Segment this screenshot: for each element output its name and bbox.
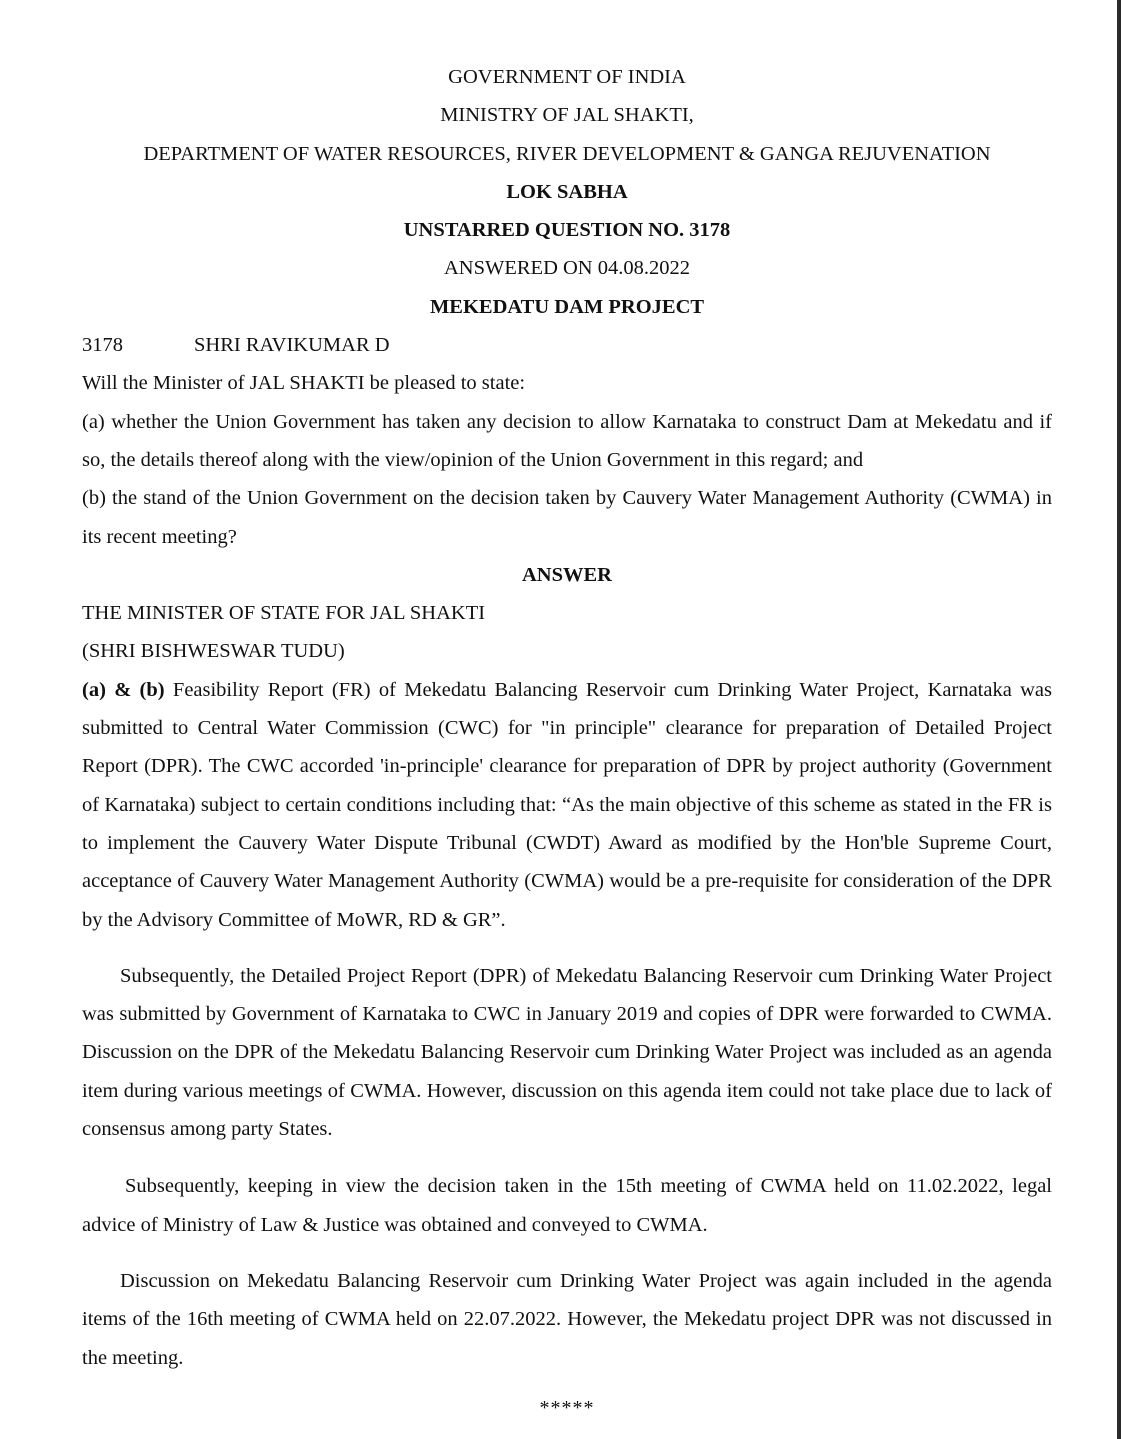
header-subject: MEKEDATU DAM PROJECT xyxy=(429,295,705,318)
header-department: DEPARTMENT OF WATER RESOURCES, RIVER DEVELOPMENT & GANGA REJUVENATION xyxy=(143,142,991,165)
header-ministry: MINISTRY OF JAL SHAKTI, xyxy=(440,104,694,127)
document-page xyxy=(82,58,1052,1420)
header-answered-date: ANSWERED ON 04.08.2022 xyxy=(444,257,690,280)
answer-parts-label: (a) & (b) xyxy=(82,678,165,701)
answer-paragraph-3: Subsequently, keeping in view the decision taken in the 15th meeting of CWMA held on 11.02.2022, legal advice of Ministry of Law & Justice was obtained and conveyed to CWMA. xyxy=(82,1175,1052,1236)
header-government: GOVERNMENT OF INDIA xyxy=(448,66,686,88)
minister-name: (SHRI BISHWESWAR TUDU) xyxy=(82,640,345,663)
answer-paragraph-1-text: Feasibility Report (FR) of Mekedatu Balancing Reservoir cum Drinking Water Project, Karnataka was submitted to Central Water Commission (CWC) for "in principle" clearance for preparation of Detailed Project Report (DPR). The CWC accorded 'in-principle' clearance for preparation of DPR by project authority (Government of Karnataka) subject to certain conditions including that: “As the main objective of this scheme as stated in the FR is to implement the Cauvery Water Dispute Tribunal (CWDT) Award as modified by the Hon'ble Supreme Court, acceptance of Cauvery Water Management Authority (CWMA) would be a pre-requisite for consideration of the DPR by the Advisory Committee of MoWR, RD & GR”. xyxy=(82,678,1052,931)
question-part-b: (b) the stand of the Union Government on the decision taken by Cauvery Water Management Authority (CWMA) in its recent meeting? xyxy=(82,487,1052,548)
question-part-a: (a) whether the Union Government has taken any decision to allow Karnataka to construct Dam at Mekedatu and if so, the details thereof along with the view/opinion of the Union Government in this regard; and xyxy=(82,410,1052,471)
header-house: LOK SABHA xyxy=(506,180,628,203)
question-member: SHRI RAVIKUMAR D xyxy=(194,334,390,357)
question-number: 3178 xyxy=(82,334,123,357)
answer-paragraph-1 xyxy=(82,671,1052,939)
answer-paragraph-2: Subsequently, the Detailed Project Report (DPR) of Mekedatu Balancing Reservoir cum Drinking Water Project was submitted by Government of Karnataka to CWC in January 2019 and copies of DPR were forwarded to CWMA. Discussion on the DPR of the Mekedatu Balancing Reservoir cum Drinking Water Project was included as an agenda item during various meetings of CWMA. However, discussion on this agenda item could not take place due to lack of consensus among party States. xyxy=(82,964,1052,1141)
answer-paragraph-4: Discussion on Mekedatu Balancing Reservoir cum Drinking Water Project was again included in the agenda items of the 16th meeting of CWMA held on 22.07.2022. However, the Mekedatu project DPR was not discussed in the meeting. xyxy=(82,1269,1052,1369)
question-intro: Will the Minister of JAL SHAKTI be pleased to state: xyxy=(82,372,526,395)
question-member-line xyxy=(82,326,1052,364)
minister-title: THE MINISTER OF STATE FOR JAL SHAKTI xyxy=(82,602,486,625)
header-question-number: UNSTARRED QUESTION NO. 3178 xyxy=(403,219,731,242)
end-marker: ***** xyxy=(539,1396,595,1419)
page-edge xyxy=(1117,0,1121,1439)
answer-heading: ANSWER xyxy=(522,563,612,586)
